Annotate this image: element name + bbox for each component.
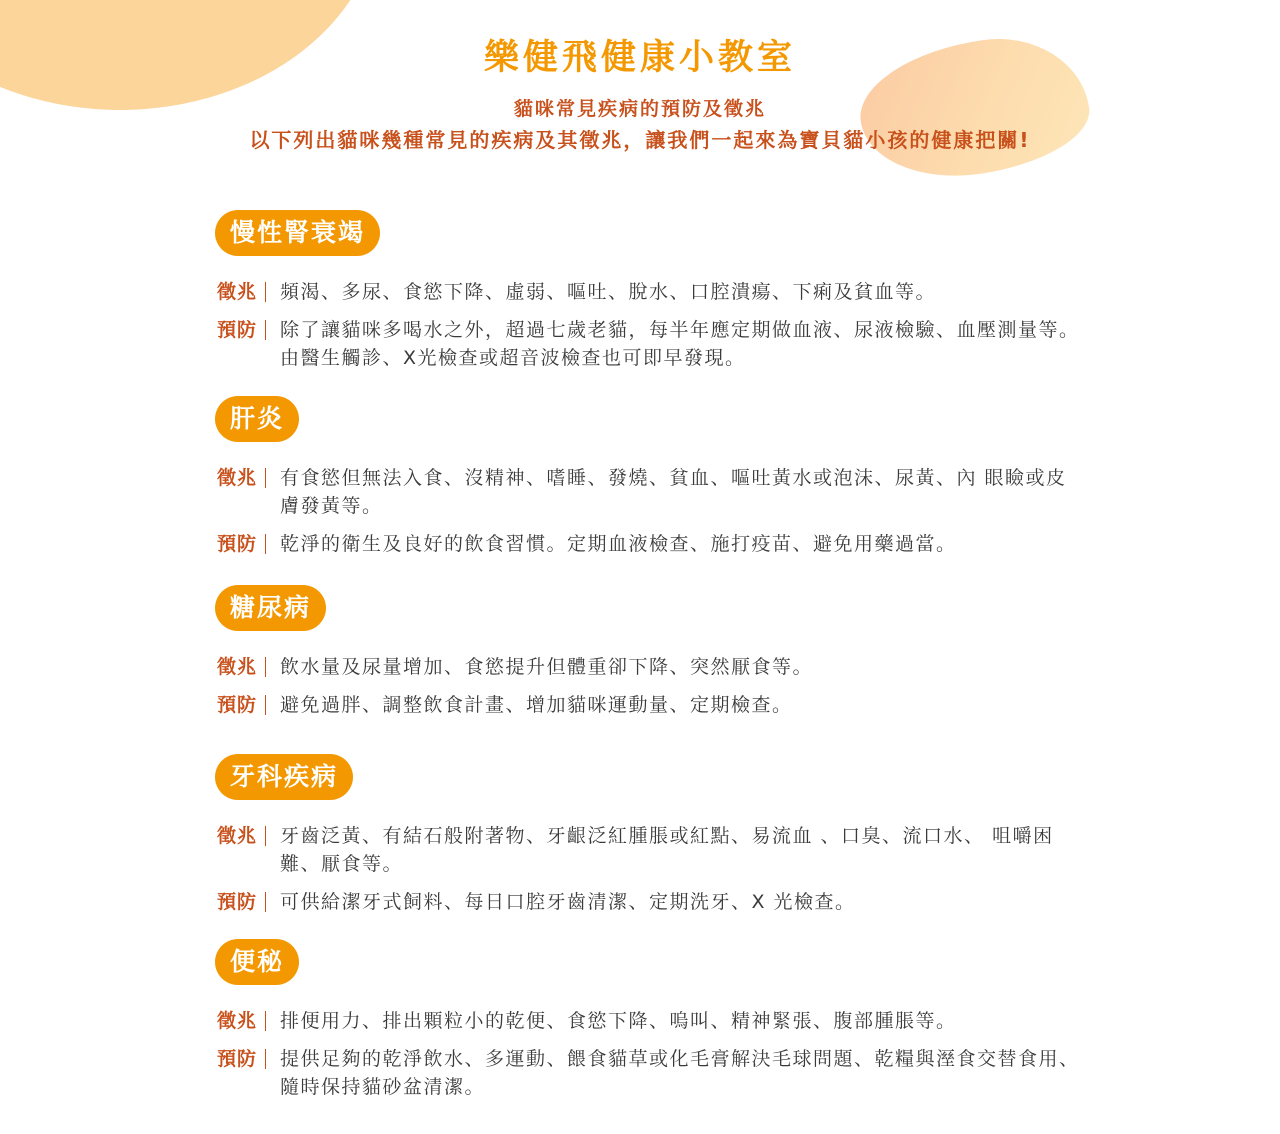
prevention-text: 避免過胖、調整飲食計畫、增加貓咪運動量、定期檢查。 xyxy=(280,694,793,716)
symptoms-label: 徵兆 xyxy=(217,281,258,303)
symptoms-text: 牙齒泛黃、有結石般附著物、牙齦泛紅腫脹或紅點、易流血 、口臭、流口水、 咀嚼困難、厭食等。 xyxy=(280,825,1054,875)
symptoms-row xyxy=(215,1007,1085,1035)
prevention-row xyxy=(215,530,1085,558)
disease-section-constipation xyxy=(215,939,1085,1101)
disease-title: 肝炎 xyxy=(215,396,299,442)
page-subtitle: 貓咪常見疾病的預防及徵兆 xyxy=(513,98,766,120)
disease-section-hepatitis xyxy=(215,396,1085,558)
divider xyxy=(265,282,266,302)
disease-title: 糖尿病 xyxy=(215,585,326,631)
symptoms-label: 徵兆 xyxy=(217,825,258,847)
prevention-row xyxy=(215,316,1085,372)
prevention-label: 預防 xyxy=(217,694,258,716)
prevention-row xyxy=(215,888,1085,916)
symptoms-row xyxy=(215,464,1085,520)
symptoms-text: 排便用力、排出顆粒小的乾便、食慾下降、嗚叫、精神緊張、腹部腫脹等。 xyxy=(280,1010,957,1032)
prevention-row xyxy=(215,1045,1085,1101)
disease-section-ckd xyxy=(215,210,1085,372)
symptoms-label: 徵兆 xyxy=(217,1010,258,1032)
symptoms-row xyxy=(215,278,1085,306)
symptoms-label: 徵兆 xyxy=(217,656,258,678)
symptoms-text: 有食慾但無法入食、沒精神、嗜睡、發燒、貧血、嘔吐黃水或泡沫、尿黃、內 眼瞼或皮膚發黃等。 xyxy=(280,467,1067,517)
divider xyxy=(265,826,266,846)
page-intro: 以下列出貓咪幾種常見的疾病及其徵兆，讓我們一起來為寶貝貓小孩的健康把關! xyxy=(249,128,1031,152)
symptoms-text: 飲水量及尿量增加、食慾提升但體重卻下降、突然厭食等。 xyxy=(280,656,814,678)
divider xyxy=(265,320,266,340)
prevention-label: 預防 xyxy=(217,319,258,341)
symptoms-row xyxy=(215,822,1085,878)
divider xyxy=(265,892,266,912)
disease-title: 便秘 xyxy=(215,939,299,985)
prevention-text: 可供給潔牙式飼料、每日口腔牙齒清潔、定期洗牙、X 光檢查。 xyxy=(280,891,856,913)
prevention-text: 提供足夠的乾淨飲水、多運動、餵食貓草或化毛膏解決毛球問題、乾糧與溼食交替食用、隨時保持貓砂盆清潔。 xyxy=(280,1048,1080,1098)
symptoms-text: 頻渴、多尿、食慾下降、虛弱、嘔吐、脫水、口腔潰瘍、下痢及貧血等。 xyxy=(280,281,937,303)
disease-section-diabetes xyxy=(215,585,1085,719)
symptoms-label: 徵兆 xyxy=(217,467,258,489)
divider xyxy=(265,1011,266,1031)
prevention-text: 除了讓貓咪多喝水之外，超過七歲老貓，每半年應定期做血液、尿液檢驗、血壓測量等。由醫生觸診、X光檢查或超音波檢查也可即早發現。 xyxy=(280,319,1080,369)
divider xyxy=(265,468,266,488)
symptoms-row xyxy=(215,653,1085,681)
prevention-row xyxy=(215,691,1085,719)
divider xyxy=(265,657,266,677)
disease-section-dental xyxy=(215,754,1085,916)
disease-title: 慢性腎衰竭 xyxy=(215,210,380,256)
divider xyxy=(265,695,266,715)
prevention-label: 預防 xyxy=(217,1048,258,1070)
prevention-label: 預防 xyxy=(217,891,258,913)
prevention-label: 預防 xyxy=(217,533,258,555)
disease-title: 牙科疾病 xyxy=(215,754,353,800)
page-title: 樂健飛健康小教室 xyxy=(483,38,796,78)
prevention-text: 乾淨的衛生及良好的飲食習慣。定期血液檢查、施打疫苗、避免用藥過當。 xyxy=(280,533,957,555)
divider xyxy=(265,1049,266,1069)
divider xyxy=(265,534,266,554)
